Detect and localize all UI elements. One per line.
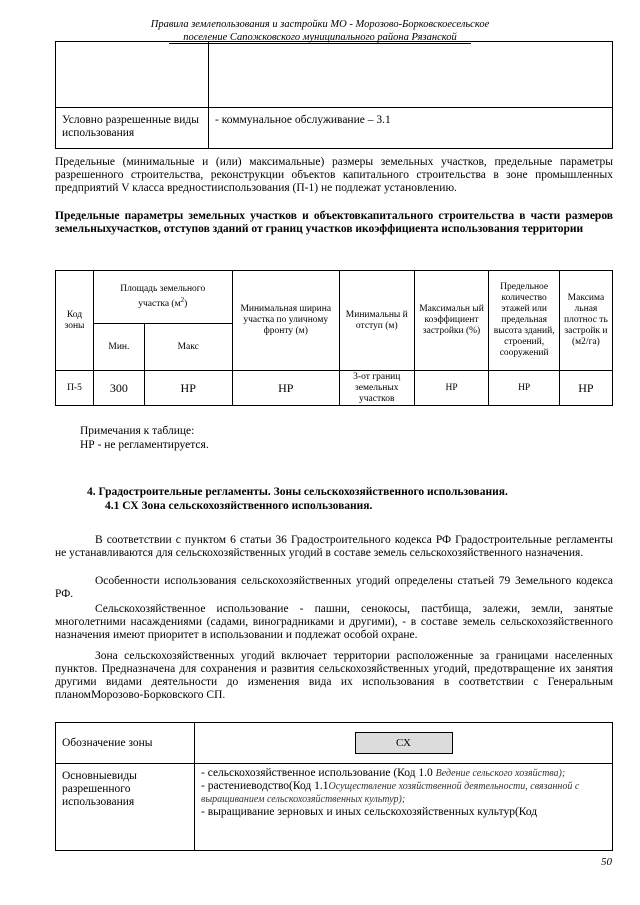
use-crop-growing-desc: Осуществление хозяйственной деятельности, связанной с выращиванием сельскохозяйственных культур); bbox=[201, 781, 580, 805]
header-density: Максима льная плотнос ть застройк и (м2/га) bbox=[559, 271, 612, 371]
header-floors: Предельное количество этажей или предельная высота зданий, строений, сооружений bbox=[489, 271, 559, 371]
paragraph-2: Особенности использования сельскохозяйственных угодий определены статьей 79 Земельного кодекса РФ. bbox=[55, 575, 613, 600]
header-max: Макс bbox=[144, 324, 232, 371]
table-row bbox=[56, 42, 613, 108]
paragraph-3: Сельскохозяйственное использование - пашни, сенокосы, пастбища, залежи, земли, занятые многолетними насаждениями (садами, виноградниками и другими), - в составе земель сельскохозяйственного назначения имеют приоритет в использовании и подлежат особой охране. bbox=[55, 603, 613, 641]
section-4-1-title: 4.1 СХ Зона сельскохозяйственного использования. bbox=[105, 500, 373, 512]
header-indent: Минимальны й отступ (м) bbox=[339, 271, 414, 371]
cell-indent: 3-от границ земельных участков bbox=[339, 371, 414, 406]
paragraph-limits: Предельные (минимальные и (или) максимальные) размеры земельных участков, предельные параметры разрешенного строительства, реконструкции объектов капитального строительства в зоне промышленных предприятий V класса вредностииспользования (П-1) не подлежат установлению. bbox=[55, 156, 613, 194]
cell-max: НР bbox=[144, 371, 232, 406]
header-coef: Максимальн ый коэффициент застройки (%) bbox=[414, 271, 489, 371]
table-row bbox=[56, 108, 613, 149]
use-crop-growing: - растениеводство(Код 1.1 bbox=[201, 780, 329, 792]
header-line-2-text: поселение Сапожковского муниципального района Рязанской bbox=[169, 32, 471, 44]
header-line-1: Правила землепользования и застройки МО - Морозово-Борковскоесельское bbox=[150, 19, 490, 30]
paragraph-4: Зона сельскохозяйственных угодий включает территории расположенные за границами населенных пунктов. Предназначена для сохранения и развития сельскохозяйственных угодий, предотвращение их занятия другими видами деятельности до изменения вида их использования в соответствии с Генеральным планомМорозово-Борковского СП. bbox=[55, 650, 613, 701]
section-4-title: 4. Градостроительные регламенты. Зоны сельскохозяйственного использования. bbox=[87, 486, 508, 498]
table-cell-empty bbox=[56, 42, 209, 108]
cell-density: НР bbox=[559, 371, 612, 406]
cell-coef: НР bbox=[414, 371, 489, 406]
conditional-uses-value: - коммунальное обслуживание – 3.1 bbox=[209, 108, 613, 149]
cell-code: П-5 bbox=[56, 371, 94, 406]
header-area: Площадь земельного участка $(м^2)$ bbox=[93, 271, 232, 324]
paragraph-parameters-heading: Предельные параметры земельных участков и объектовкапитального строительства в части размеров земельныхучастков, отступов зданий от границ участков икоэффициента использования территории bbox=[55, 210, 613, 235]
cell-width: НР bbox=[232, 371, 339, 406]
cell-min: 300 bbox=[93, 371, 144, 406]
use-agriculture-desc: Ведение сельского хозяйства); bbox=[435, 768, 566, 779]
use-agriculture: - сельскохозяйственное использование (Код 1.0 bbox=[201, 767, 436, 779]
table-row bbox=[56, 271, 613, 324]
notes-title: Примечания к таблице: bbox=[80, 425, 195, 437]
page-number: 50 bbox=[601, 856, 612, 868]
main-uses-list bbox=[195, 764, 613, 851]
zone-code-badge: СХ bbox=[355, 732, 453, 754]
paragraph-1: В соответствии с пунктом 6 статьи 36 Градостроительного кодекса РФ Градостроительные регламенты не устанавливаются для сельскохозяйственных угодий в составе земель сельскохозяйственного назначения. bbox=[55, 534, 613, 559]
table-row bbox=[56, 371, 613, 406]
header-width: Минимальная ширина участка по уличному фронту (м) bbox=[232, 271, 339, 371]
conditional-uses-label: Условно разрешенные виды использования bbox=[56, 108, 209, 149]
zone-sx-table bbox=[55, 722, 613, 851]
zone-code-cell bbox=[195, 723, 613, 764]
list-item bbox=[201, 806, 606, 819]
zone-label: Обозначение зоны bbox=[56, 723, 195, 764]
header-code: Код зоны bbox=[56, 271, 94, 371]
table-row bbox=[56, 723, 613, 764]
list-item bbox=[201, 780, 606, 806]
list-item bbox=[201, 767, 606, 780]
conditional-uses-table bbox=[55, 41, 613, 149]
parameters-table bbox=[55, 270, 613, 406]
main-uses-label: Основныевиды разрешенного использования bbox=[56, 764, 195, 851]
cell-floors: НР bbox=[489, 371, 559, 406]
use-grain-growing: - выращивание зерновых и иных сельскохозяйственных культур(Код bbox=[201, 806, 538, 818]
table-cell-empty bbox=[209, 42, 613, 108]
header-min: Мин. bbox=[93, 324, 144, 371]
table-row bbox=[56, 764, 613, 851]
notes-item: НР - не регламентируется. bbox=[80, 439, 209, 451]
